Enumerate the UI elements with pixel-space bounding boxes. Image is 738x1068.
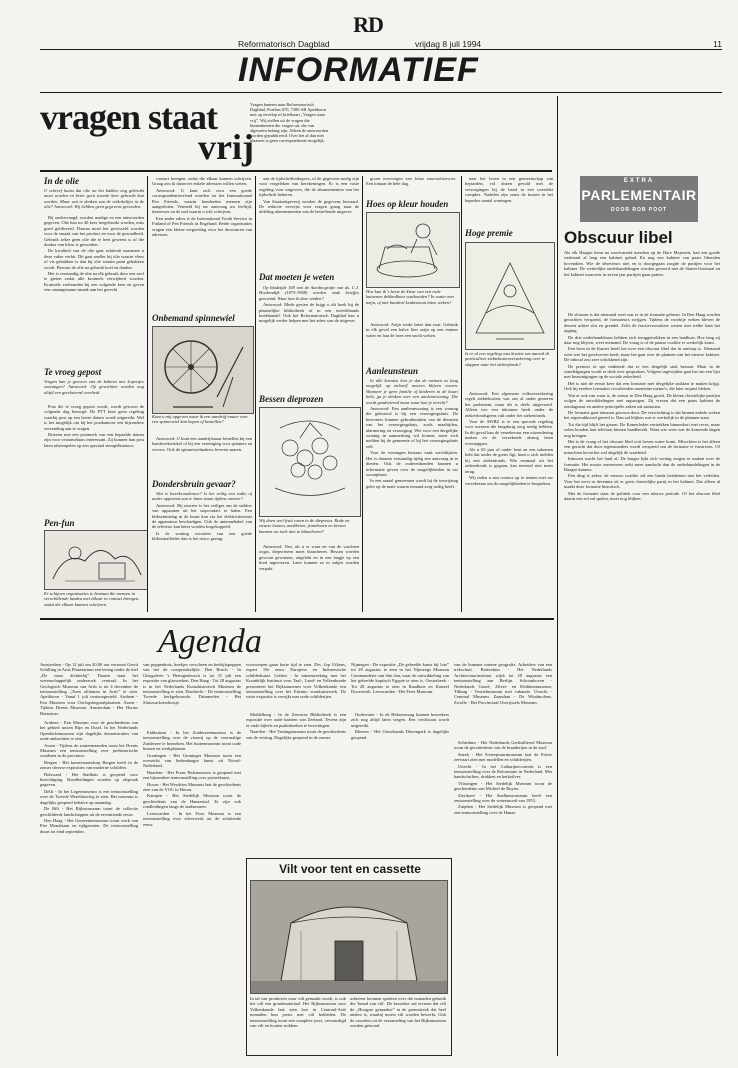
spinnewiel-photo — [152, 326, 254, 414]
q9-heading: Aanleunsteun — [366, 366, 419, 376]
q1-heading: In de olie — [44, 176, 79, 186]
section-title: INFORMATIEF — [238, 51, 479, 89]
pen-fun-caption: Er schijnen organisaties te bestaan die mensen in verschillende landen met elkaar in contact brengen, zodat die elkaar kunnen schrijven. — [44, 591, 140, 607]
agenda-col3: voorwerpen gaan korte tijd te zien. Drs. Jop Uiltens, expert 19e eeuw Europese en Indonesische schilderkunst. Leiden - In samenwerking met het Koninklijk Instituut voor Taal-, Land- en Volkenkunde presenteert het Rijksmuseum voor Volkenkunde een tentoonstelling over het Eskimo vuurkunstwerk. De vaste expositie is verrijkt met oude schilderijen. — [246, 662, 346, 700]
q7-heading: Bessen dieprozen — [259, 394, 324, 404]
agenda-col3-more: Middelburg - In de Zeeuwse Bibliotheek is een expositie over oude kaarten van Zeeland. Tevens zijn er oude bijbels en psalmboeken te bezichtigen. Naarden - Het Vestingmuseum toont de geschiedenis van de vesting. Dagelijks geopend in de zomer. — [246, 712, 346, 740]
col4-top-body: groen overwegen van frisse zuurstoftoevoer. Een tomaat de hele dag. — [366, 176, 456, 187]
masthead-paper-name: Reformatorisch Dagblad — [238, 39, 330, 49]
col5-top-body: naar het leven in een gemeenschap van bejaarden, vol dozen gevuld met de verzorgingen bij de hand in een overdekt complex. Nadelen zijn soms de kosten in het beperkte aantal woningen. — [465, 176, 553, 203]
agenda-col5: van de humane interne geografie. Arbeiders van een trekschuit. Rotterdam - Het Nederlands Architectuurinstituut wijdt tot 28 augustus een tentoonstelling aan Berlijn. Schoonhoven - Nederlands Goud-, Zilver- en Klokkenmuseum. Tilburg - Textielmuseum met vakantie. Utrecht - Centraal Museum. Zaandam - De Windmolens. Zwolle - Het Provinciaal Overijssels Museum. — [454, 662, 552, 705]
parlementair-title: Obscuur libel — [564, 228, 673, 247]
bessen-drawing — [260, 408, 360, 516]
vragen-title: vragen staat — [40, 97, 217, 137]
right-col-divider — [557, 96, 558, 1056]
q3-heading: Pen-fun — [44, 518, 75, 528]
parlementair-body: De slotsom is dat niemand weet wat er in de formatie gebeurt. In Den Haag worden geruchten verspreid, de formateurs zwijgen. Tijdens de voorbije weken bleven de deuren achter slot en grendel. Zelfs de fractievoorzitters wisten niet welke kant het opging. De drie onderhandelaars hebben zich teruggetrokken in een landhuis. Hoe lang zij daar nog blijven, weet niemand. De vraag is of de paarse coalitie er werkelijk komt. Een bron in de Kamer heeft het over een obscuur libel dat in omloop is. Niemand weet wie het geschreven heeft, maar het gaat over de plannen van het nieuwe kabinet. De inhoud zou zeer schokkend zijn. De premier in spe ontkende dat er een dergelijk stuk bestaat. Maar in de wandelgangen wordt er druk over gesproken. Volgens ingewijden gaat het om een lijst met bezuinigingen op de sociale zekerheid. Het is niet de eerste keer dat een formatie met dergelijke stukken te maken krijgt. Ook bij eerdere formaties circuleerden anonieme memo's, die later onjuist bleken. Wat er ook van waar is, de onrust in Den Haag groeit. De kleine christelijke partijen volgen de ontwikkelingen met argusogen. Zij vrezen dat een paars kabinet de zondagsrust en andere principiële zaken zal aantasten. De formatie gaat intussen gewoon door. De verwachting is dat binnen enkele weken het regeerakkoord gereed is. Dan zal blijken wat er werkelijk in de plannen staat. Tot die tijd blijft het gissen. De Kamerleden vertrekken binnenkort met reces, maar velen houden hun telefoon binnen handbereik. Want wie weet wat de komende dagen nog brengen. Het is de vraag of het obscure libel ooit boven water komt. Misschien is het alleen een gerucht dat door tegenstanders wordt verspreid om de formatie te frustreren. Of misschien bevat het wel degelijk de waarheid. Intussen wacht het land af. De burger lijkt zich weinig zorgen te maken over de formatie. Het mooie zomerweer trekt meer aandacht dan de onderhandelingen in de Haagse kamers. Eén ding is zeker: de nieuwe coalitie zal een breuk betekenen met het verleden. Voor het eerst in decennia zit er geen christelijke partij in het kabinet. Dat alleen al maakt deze formatie historisch. Met de formatie staat de politiek voor een nieuwe periode. Of het obscure libel daarin een rol zal spelen, moet nog blijken. — [564, 312, 720, 501]
q10-heading: Hoge premie — [465, 228, 513, 238]
q2-text: Vragen kan je gewoon van de kabinet met kopertjes ontvangen? Antwoord: Op gewichten worden nog altijd een gerelateerd overheid. — [44, 379, 144, 395]
vilt-title: Vilt voor tent en cassette — [279, 862, 421, 876]
q2-heading: Te vroeg gepost — [44, 367, 102, 377]
premie-caption: Is er al een regeling was kruiste om aanval di particuliere ziektekostenverzekering over te stappen naar het ziekenfonds? — [465, 351, 549, 367]
badge-top: EXTRA — [623, 178, 655, 184]
col-divider-3 — [362, 176, 363, 612]
q8-body: Antwoord: Azijn werkt beter dan zout. Gebruik in elk geval een halve liter azijn op een emmer water en laat de hoes een nacht weken. — [366, 322, 458, 338]
parlementair-intro: Als elk Haagse kenn na voortvarend mesdien op de Hare Majesteit, had een goede vadertaal al lang een kabinet gehad. En nog een kabinet van paars liberalen bovendien. Wie de deserteurs niet en is doorgegaan zorgde de partijen voor het kabinet. De werkelijke onderhandelingen worden gevoerd met de Staten-Generaal en het kabinet waarover in zeven jaar partijen gaan praten. — [564, 250, 720, 277]
q10-body: Antwoord: Een algemene volksverzekering regelt ziektekosten, wat ons al onder gesteren het parlement, maar dit is deels uitgevoerd. Alleen wie een inkomen heeft onder de ziekenfondsgrens valt onder het ziekenfonds. Voor de AWBZ is er een speciale regeling voor mensen die langdurig zorg nodig hebben. In dit geval kan de verzekeraar een uitzondering maken en de verzekerde alsnog laten overstappen. Als u 65 jaar of ouder bent en een inkomen hebt dat onder de grens ligt, kunt u zich melden bij een ziekenfonds. Wie eenmaal uit het ziekenfonds is gegaan, kan meestal niet meer terug. Wij raden u aan contact op te nemen met uw verzekeraar om de mogelijkheden te bespreken. — [465, 391, 553, 486]
col-divider-2 — [255, 176, 256, 612]
q2-body: Post die te vroeg gepost wordt, wordt gewoon de volgende dag bezorgd. De PTT kent geen regeling waarbij post op een latere datum wordt uitgereikt. Wel is het mogelijk om bij het postkantoor een bijzondere verzending aan te vragen. Brieven met een postmerk van een bepaalde datum zijn voor verzamelaars interessant. Zij kunnen hun post laten afstempelen op een speciaal stempelkantoor. — [44, 404, 144, 448]
premie-illustration — [465, 242, 555, 350]
q9-body: In alle kranten lees je dat de mensen zo lang mogelijk op zichzelf moeten blijven wonen. Wanneer je geen familie of kinderen in de buurt hebt, ga je denken over een aanleunwoning. Die wordt geadviseerd maar waar kan je terecht? Antwoord: Een aanleunwoning is een woning die gebouwd is bij een verzorgingshuis. De bewoners kunnen gebruikmaken van de diensten van het verzorgingshuis, zoals maaltijden, alarmering en verzorging. Wie voor een dergelijke woning in aanmerking wil komen, moet zich melden bij de gemeente of bij het verzorgingshuis zelf. Voor de woningen bestaan vaak wachtlijsten. Het is daarom verstandig tijdig een aanvraag in te dienen. Ook de ouderenbonden kunnen u informatie geven over de mogelijkheden in uw woonplaats. In een aantal gemeenten wordt bij de toewijzing gelet op de mate waarin iemand zorg nodig heeft. — [366, 378, 458, 489]
vilt-text-left: In tal van producten waar vilt gemaakt wordt, is ook het vilt een grondmateriaal. Het Rijksmuseum voor Volkenkunde laat zien hoe in Centraal-Azië nomaden hun joerts met vilt bekleden. De tentoonstelling toont een complete joert, vervaardigd van vilt en houten stokken. — [250, 996, 346, 1029]
q4-body: Antwoord: U kunt een aandrijfsnaar bestellen bij een handwerkwinkel of bij een vereniging voor spinners en wevers. Ook de spinnewielmakers leveren snaren. — [152, 436, 252, 452]
col3-top-body: aan de tijdschriftenkopers, of de gegevens nodig zijn voor vergeleken van berekeningen. Er is een vaste regeling voor uitgevers, die de abonnementen van het tijdschrift beheren. Van Staatsuitgeverij worden de gegevens bewaard. De redactie verwijst voor vragen graag naar de afdeling abonnementen van de betreffende uitgever. — [259, 176, 359, 215]
q6-heading: Dat moeten je weten — [259, 272, 335, 282]
agenda-col5-more: Schiedam - Het Nederlands Gedistilleerd Museum toont de geschiedenis van de branderijen in de stad. Sneek - Het Scheepvaartmuseum laat de Friese zeevaart zien met modellen en schilderijen. Utrecht - In het Catharijneconvent is een tentoonstelling over de Reformatie in Nederland. Met handschriften, drukken en kerkzilver. Vlissingen - Het Stedelijk Museum toont de geschiedenis van Michiel de Ruyter. Zierikzee - Het Stadhuismuseum heeft een tentoonstelling over de watersnood van 1953. Zutphen - Het Stedelijk Museum is geopend met een tentoonstelling over de Hanze. — [454, 740, 552, 815]
col2-top-body: contact brengen, zodat die elkaar kunnen schrijven. Graag zou ik daarover enkele adressen willen weten. Antwoord: U kunt zich voor een goede correspondentievriend wenden tot het Internationaal Pen Friends, waarin honderden mensen zijn aangesloten. Vermeld bij uw aanvraag uw leeftijd, interesses en de taal waarin u wilt schrijven. Een ander adres is de International Youth Service in Finland of Pen Friends in Engeland. Beide organisaties vragen een kleine vergoeding voor het doorsturen van adressen. — [152, 176, 252, 238]
pen-fun-illustration — [44, 530, 148, 590]
agenda-col4-more: Oudewater - In de Heksenwaag kunnen bezoekers zich nog altijd laten wegen. Een certificaat wordt uitgereikt. Rhenen - Het Ouwehands Dierenpark is dagelijks geopend. — [351, 712, 449, 740]
vragen-intro: Vragen kunnen naar Reformatorisch Dagblad, Postbus 670, 7300 AR Apeldoorn met op envelop of briefkaart „Vragen staat vrij”. Wij stellen uit de vragen die binnenkomen die vragen uit, die van algemeen belang zijn. Alleen de antwoorden worden gepubliceerd. Over het al dan niet plaatsen is geen correspondentie mogelijk. — [250, 102, 329, 144]
page-number: 11 — [713, 39, 722, 49]
agenda-col1-more: Arnhem - Een Museum voor de geschiedenis van het gebied tussen Rijn en IJssel. In het Nederlands Openluchtmuseum zijn dagelijks demonstraties van oude ambachten te zien. Assen - Tijdens de zomermaanden toont het Drents Museum een tentoonstelling over prehistorische vondsten in de provincie. Bergen - Het kunstenaarsdorp Bergen heeft in de zomer diverse exposities van moderne schilders. Bolsward - Het Stadhuis is geopend voor bezichtiging. Rondleidingen worden op afspraak gegeven. Delft - In het Legermuseum is een tentoonstelling over de Tweede Wereldoorlog te zien. Het museum is dagelijks geopend behalve op maandag. De Bilt - Het Rijksmuseum toont de collectie geschilderde landschappen uit de zeventiende eeuw. Den Haag - Het Gemeentemuseum toont werk van Piet Mondriaan en tijdgenoten. De tentoonstelling duurt tot eind september. — [40, 720, 138, 834]
agenda-title: Agenda — [158, 623, 262, 660]
agenda-col1: Amsterdam - Op 12 juli om 20.00 uur vertoont Gerrit Schilling in Artis Planetarium een lezing onder de titel „De mast dichterbij”. Daarin staat het wetenschappelijk onderzoek centraal. In het Geologisch Museum van Artis is tot 4 december de tentoonstelling „Toen olifanten in Artis” te zien. Apeldoorn - Vanaf 1 juli tentoongesteld. Arnhem - Een Museum voor Oorlogsbegraafplaatsen. Assen - Tijdens Drents Museum. Amsterdam - Het Hortus Botanicus. — [40, 662, 138, 716]
hoes-drawing — [367, 213, 459, 287]
parlementair-badge — [580, 176, 698, 222]
q4-heading: Onbemand spinnewiel — [152, 313, 235, 323]
agenda-col4: Nijmegen - De expositie „De geheelde kunst bij 1ste” tot 28 augustus te zien in het Nijmeegs Museum Commanderie van Sint Jan, waar de ontwikkeling van het geheelde koptisch Egypte te zien is. Oosterbeek - Tot 28 augustus te zien in Raadhuis en Kasteel Doorwerth. Leeuwarden - Het Fries Museum. — [351, 662, 449, 695]
vragen-underline — [40, 170, 552, 172]
hoes-illustration — [366, 212, 460, 288]
q7-body: Antwoord: Nee, als u er waar en van de vruchten oogst, diepvriezen moet blancheren. Bessen worden gewoon gewassen, uitgelekt en in een laagje op een bord ingevroren. Later kunnen ze in zakjes worden verpakt. — [259, 544, 359, 571]
hoes-caption: Hoe kan ik 't beste de kleur van een rode katoenen dekbedhoes vasthouden? In water met azijn, of met handvol keukenzout laten weken? — [366, 289, 454, 305]
q8-heading: Hoes op kleur houden — [366, 199, 449, 209]
agenda-col2: van poppenhuis, boekjes verscheen en bedrijfspoppen van het de oorspronkelijke. Den Bosch - In Glasgalerie 's Hertogenbosch is tot 31 juli een expositie van glaswerken. Den Haag - Tot 28 augustus is in het Nederlands Kunsthistorisch Museum de tentoonstelling te zien. Dordrecht - De tentoonstelling Tweede kerkgebouwde. Drimmelen - Het Sluiswachtershuisje. — [143, 662, 241, 705]
agenda-top-rule — [40, 618, 554, 620]
q1-text: U schreef laatst dat olie na het bakken nog gebruikt moet worden en beter geen tweede keer gebruikt kan worden. Maar wat te denken van de vetkokeltjes in de olie? Antwoord: Wij hebben geen gegevens gevonden. — [44, 188, 144, 210]
q5-body: Wat is kweekcondensor? Is het veilig een radio of ander apparaat aan te laten staan tijdens onweer? Antwoord: Bij onweer is het veiliger om de stekker van apparaten uit het stopcontact te halen. Een blikseminslag in de buurt kan via het elektriciteitsnet de apparatuur beschadigen. Ook de antennekabel van de televisie kan beter worden losgekoppeld. Is de woning voorzien van een goede bliksemafleider dan is het risico gering. — [152, 491, 252, 542]
premie-drawing — [466, 243, 554, 349]
masthead-date: vrijdag 8 juli 1994 — [415, 39, 482, 49]
spinnewiel-drawing — [153, 327, 253, 413]
masthead-logo: RD — [353, 12, 383, 37]
col-divider-4 — [461, 176, 462, 612]
vragen-title-vrij: vrij — [198, 127, 254, 167]
badge-sub: DOOR ROB POOT — [610, 207, 668, 213]
badge-main: PARLEMENTAIR — [581, 187, 697, 203]
pen-fun-drawing — [45, 531, 147, 589]
joert-drawing — [251, 881, 447, 993]
section-rule — [40, 92, 722, 93]
vilt-text-right: achteren bronnen spreken over die nomaden gebruik die 'brand van vilt'. De bezoeker zal ervaren dat vilt de „Hoogste gemaakte” in de grensstreek dat heel anders is, waarbij moest vilt worden bewerkt. Ook de cassettes uit de verzameling van het Rijksmuseum worden getoond. — [350, 996, 446, 1029]
col-divider-1 — [147, 176, 148, 612]
bessen-illustration — [259, 407, 361, 517]
q1-body-filler: Bij ondervraagd, worden aardige en een antwoorden gegeven. Olie kan tot 40 keer hergebruikt worden, mits goed gefiltreerd. Daarna moet het gewisseld worden voor de smaak van het product en voor de gezondheid. Gebruik zeker geen olie die te heet geweest is of die donker van kleur is geworden. De kwaliteit van de olie gaat achteruit naarmate u deze vaker verhit. Dit gaat sneller bij olie waarin vlees of vis gebakken is dan bij olie waarin patat gebakken wordt. Bewaar de olie na gebruik koel en donker. Het is verstandig de olie na elk gebruik door een zeef te gieten zodat alle kruimels verwijderd worden. Kruimels verbranden bij een volgende keer en geven een onaangename smaak aan het gerecht. — [44, 215, 144, 293]
joert-photo — [250, 880, 448, 994]
q6-body: Op bladzijde 169 van de Autobiografie van ds. C.J. Hoekendijk (1873-1958) worden vaak briefjes genoemd. Waar kan ik deze vinden? Antwoord: Mede gezien de krijgt u dit boek bij de plaatselijke bibliotheek of in een tweedehands boekhandel. Ook het Reformatorisch Dagblad kan u mogelijk verder helpen met het adres van de uitgever. — [259, 285, 359, 324]
agenda-col2-more: Enkhuizen - In het Zuiderzeemuseum is de tentoonstelling over de visserij op de voormalige Zuiderzee te bezoeken. Het buitenmuseum toont oude huizen en werkplaatsen. Groningen - Het Groninger Museum toont een overzicht van hedendaagse kunst uit Noord-Nederland. Haarlem - Het Frans Halsmuseum is geopend met een bijzondere tentoonstelling over portretkunst. Hoorn - Het Westfries Museum laat de geschiedenis zien van de VOC in Hoorn. Kampen - Het Stedelijk Museum toont de geschiedenis van de Hanzestad. Er zijn ook rondleidingen langs de stadsmuren. Leeuwarden - In het Fries Museum is een tentoonstelling over zilverwerk uit de achttiende eeuw. — [143, 730, 241, 827]
spinnewiel-caption: Kunt u mij opgeven waar ik een aandrijf-snaar voor een spinnewiel kan kopen of bestellen? — [152, 414, 248, 425]
q5-heading: Dondersbruin gevaar? — [152, 479, 236, 489]
bessen-caption: Wij doen veel fruit rozen in de diepvries. Rode en zwarte bessen, aardbeien, frambozen en kersen kunnen we toch niet te blancheren? — [259, 518, 350, 534]
